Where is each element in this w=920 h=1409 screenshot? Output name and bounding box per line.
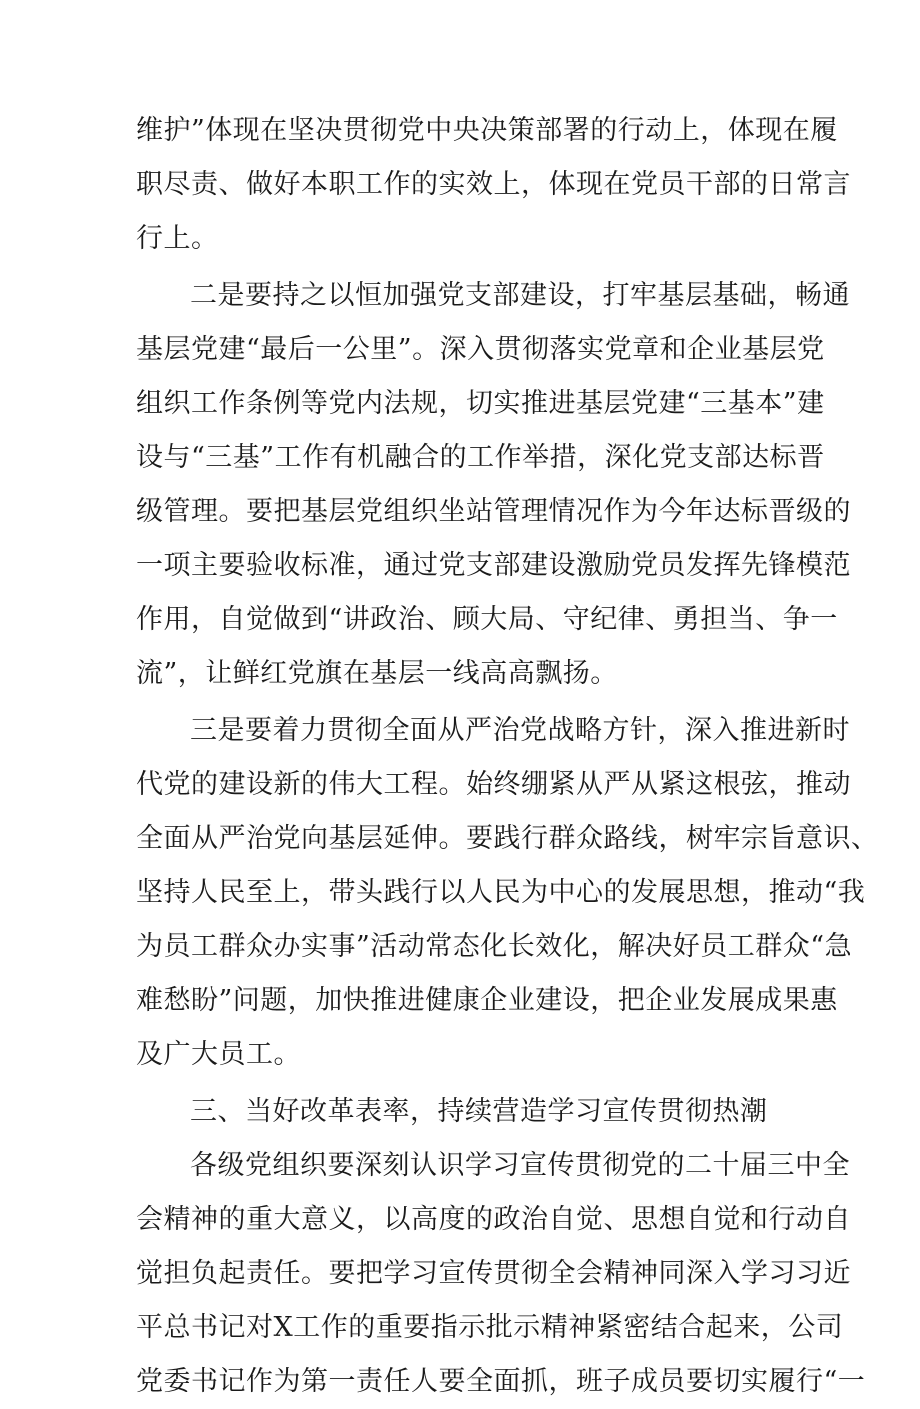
paragraph-first-line: 各级党组织要深刻认识学习宣传贯彻党的二十届三中全 [190,1150,850,1181]
paragraph-line: 级管理。要把基层党组织坐站管理情况作为今年达标晋级的 [136,496,851,527]
paragraph-line: 及广大员工。 [136,1039,301,1070]
paragraph-line: 平总书记对X工作的重要指示批示精神紧密结合起来，公司 [136,1312,844,1343]
paragraph-line: 流”，让鲜红党旗在基层一线高高飘扬。 [136,658,618,689]
paragraph-line: 党委书记作为第一责任人要全面抓，班子成员要切实履行“一 [136,1366,866,1397]
paragraph-line: 维护”体现在坚决贯彻党中央决策部署的行动上，体现在履 [136,115,838,146]
paragraph-line: 难愁盼”问题，加快推进健康企业建设，把企业发展成果惠 [136,985,838,1016]
paragraph-line: 行上。 [136,223,219,254]
document-body [136,104,879,1409]
paragraph-line: 设与“三基”工作有机融合的工作举措，深化党支部达标晋 [136,442,825,473]
section-heading: 三、当好改革表率，持续营造学习宣传贯彻热潮 [190,1096,768,1127]
paragraph-line: 作用，自觉做到“讲政治、顾大局、守纪律、勇担当、争一 [136,604,838,635]
paragraph-line: 组织工作条例等党内法规，切实推进基层党建“三基本”建 [136,388,825,419]
paragraph-first-line: 二是要持之以恒加强党支部建设，打牢基层基础，畅通 [190,280,850,311]
paragraph-line: 一项主要验收标准，通过党支部建设激励党员发挥先锋模范 [136,550,851,581]
paragraph-line: 坚持人民至上，带头践行以人民为中心的发展思想，推动“我 [136,877,866,908]
paragraph-line: 代党的建设新的伟大工程。始终绷紧从严从紧这根弦，推动 [136,769,851,800]
paragraph-line: 职尽责、做好本职工作的实效上，体现在党员干部的日常言 [136,169,851,200]
paragraph-line: 为员工群众办实事”活动常态化长效化，解决好员工群众“急 [136,931,853,962]
paragraph-line: 全面从严治党向基层延伸。要践行群众路线，树牢宗旨意识、 [136,823,879,854]
paragraph-first-line: 三是要着力贯彻全面从严治党战略方针，深入推进新时 [190,715,850,746]
paragraph-line: 基层党建“最后一公里”。深入贯彻落实党章和企业基层党 [136,334,825,365]
paragraph-line: 会精神的重大意义，以高度的政治自觉、思想自觉和行动自 [136,1204,851,1235]
paragraph-line: 觉担负起责任。要把学习宣传贯彻全会精神同深入学习习近 [136,1258,851,1289]
